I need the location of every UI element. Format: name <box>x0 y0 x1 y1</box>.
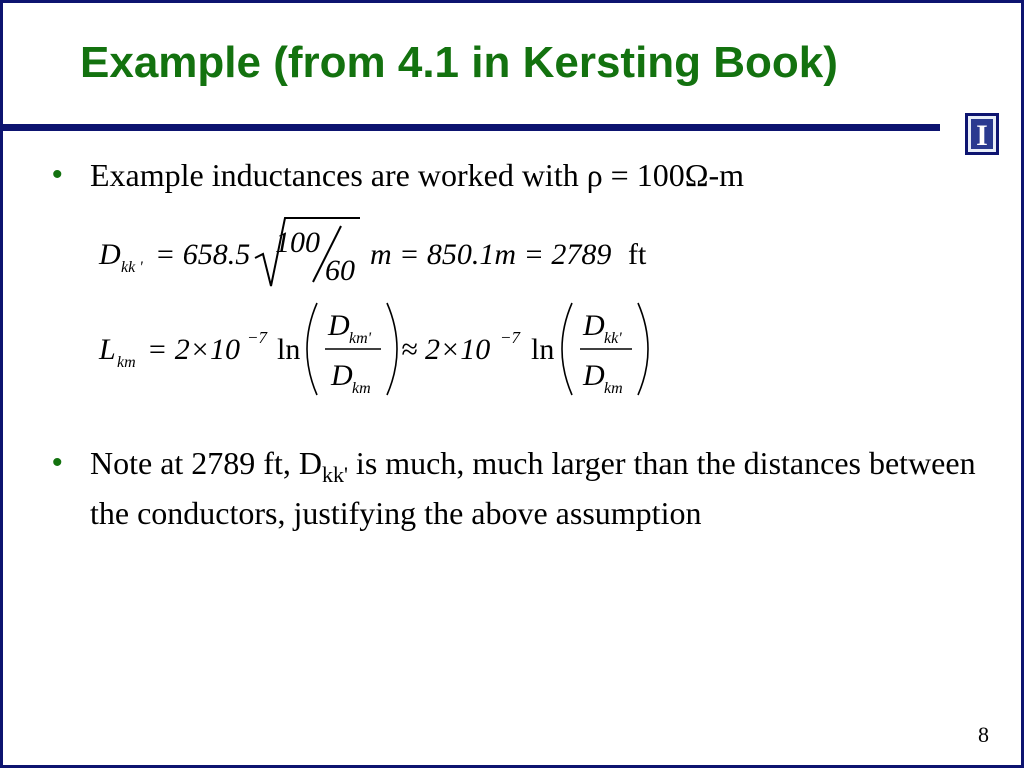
eq2-lhs-sub: km <box>117 354 136 371</box>
bullet-text-after: is much, much larger than the distances between the conductors, justifying the above assumption <box>90 445 976 531</box>
eq1-frac-den: 60 <box>325 254 355 287</box>
bullet-dot-icon: • <box>52 158 63 191</box>
slide-title: Example (from 4.1 in Kersting Book) <box>80 38 838 87</box>
eq2-lhs-var: L <box>99 333 116 366</box>
eq2-part1: = 2×10 <box>147 333 240 366</box>
eq1-coef: = 658.5 <box>155 238 251 271</box>
page-number: 8 <box>978 722 989 747</box>
logo-letter: I <box>976 119 988 152</box>
bullet-text: Example inductances are worked with ρ = 100Ω-m <box>90 157 745 193</box>
eq1-unit: ft <box>628 238 647 271</box>
eq2-f1-num-sub: km' <box>349 330 372 347</box>
eq2-f1-den-var: D <box>331 359 353 392</box>
bullet-text-before: Note at 2789 ft, D <box>90 445 322 481</box>
university-logo-icon <box>965 113 999 155</box>
eq2-f2-den-var: D <box>583 359 605 392</box>
eq1-lhs-var: D <box>99 238 121 271</box>
eq2-paren-right-1 <box>387 303 397 395</box>
equation-dkk <box>95 212 675 292</box>
bullet-item <box>52 440 980 536</box>
eq2-f2-den-sub: km <box>604 380 623 397</box>
eq2-exp1: −7 <box>247 328 267 347</box>
eq1-lhs-sub: kk ' <box>121 259 143 276</box>
bullet-subscript: kk' <box>321 462 348 487</box>
eq1-frac-num: 100 <box>275 226 320 259</box>
equation-lkm <box>95 295 675 405</box>
eq2-paren-right-2 <box>638 303 648 395</box>
eq2-f1-num-var: D <box>328 309 350 342</box>
eq2-ln2: ln <box>531 333 555 366</box>
eq2-paren-left-2 <box>562 303 572 395</box>
title-divider <box>0 124 940 131</box>
eq1-rest: m = 850.1m = 2789 <box>370 238 612 271</box>
eq2-f2-num-sub: kk' <box>604 330 622 347</box>
bullet-dot-icon: • <box>52 446 63 479</box>
eq2-f2-num-var: D <box>583 309 605 342</box>
eq2-approx: ≈ 2×10 <box>401 333 491 366</box>
bullet-item <box>52 152 990 198</box>
eq2-exp2: −7 <box>500 328 520 347</box>
eq2-f1-den-sub: km <box>352 380 371 397</box>
eq2-ln1: ln <box>277 333 301 366</box>
eq2-paren-left-1 <box>307 303 317 395</box>
